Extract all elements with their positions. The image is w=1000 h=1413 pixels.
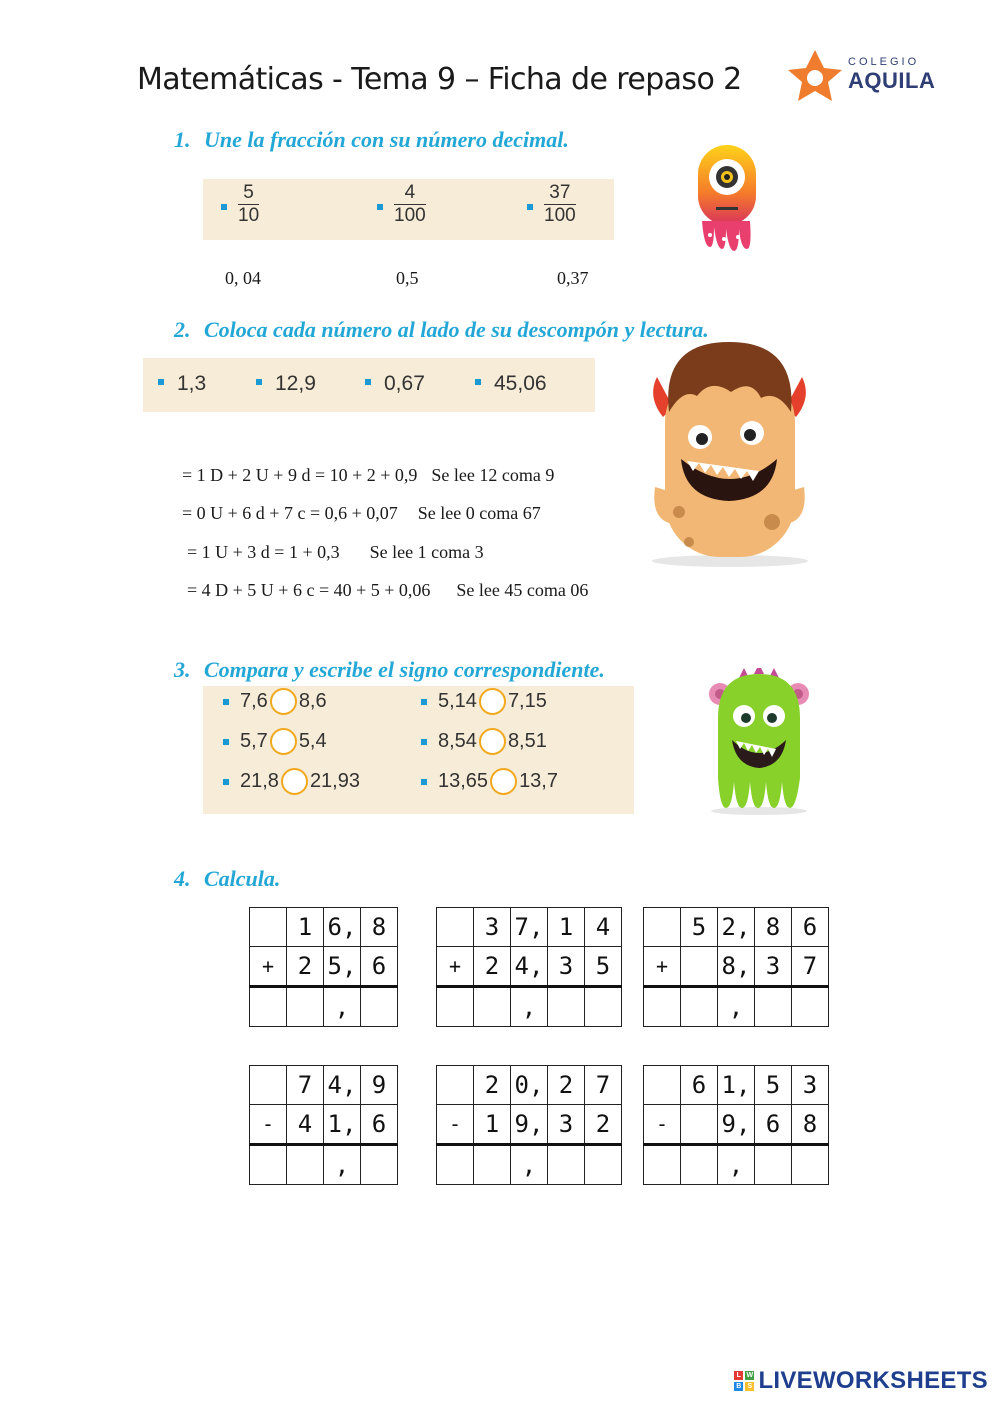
compare-panel	[203, 686, 634, 814]
bullet	[223, 699, 229, 705]
digit-cell: 2	[474, 1066, 511, 1105]
decomposition-expression: = 1 D + 2 U + 9 d = 10 + 2 + 0,9	[182, 465, 418, 485]
answer-cell[interactable]	[644, 1145, 681, 1185]
green-monster-illustration	[704, 668, 814, 816]
reading-text: Se lee 0 coma 67	[417, 503, 541, 523]
digit-cell: 3	[474, 908, 511, 947]
digit-cell: 6	[361, 947, 398, 987]
subtraction-grid	[643, 1065, 829, 1185]
number-chip[interactable]: 1,3	[177, 372, 207, 395]
answer-cell[interactable]	[644, 987, 681, 1027]
bullet	[223, 779, 229, 785]
answer-cell[interactable]	[250, 1145, 287, 1185]
digit-cell: 7	[287, 1066, 324, 1105]
operand-row	[644, 908, 829, 947]
page-title: Matemáticas - Tema 9 – Ficha de repaso 2	[137, 62, 742, 97]
compare-item	[223, 688, 327, 715]
answer-cell[interactable]: ,	[718, 987, 755, 1027]
digit-cell: 2	[548, 1066, 585, 1105]
digit-cell: 6	[792, 908, 829, 947]
compare-left: 8,54	[438, 730, 477, 752]
digit-cell	[681, 1105, 718, 1145]
operand-row	[644, 947, 829, 987]
fraction[interactable]: $\frac{37}{100}$	[544, 182, 576, 226]
digit-cell: 9,	[718, 1105, 755, 1145]
digit-cell: 6	[361, 1105, 398, 1145]
answer-cell[interactable]	[287, 1145, 324, 1185]
answer-cell[interactable]	[681, 1145, 718, 1185]
compare-right: 8,6	[298, 690, 327, 712]
operand-row	[437, 947, 622, 987]
bullet	[365, 379, 371, 385]
digit-cell	[681, 947, 718, 987]
answer-cell[interactable]	[361, 987, 398, 1027]
operand-row	[250, 1066, 398, 1105]
operand-row	[250, 947, 398, 987]
answer-cell[interactable]: ,	[324, 1145, 361, 1185]
digit-cell: 8	[755, 908, 792, 947]
digit-cell: 1	[548, 908, 585, 947]
digit-cell: 2	[585, 1105, 622, 1145]
digit-cell: 4,	[324, 1066, 361, 1105]
bullet	[475, 379, 481, 385]
answer-cell[interactable]	[437, 1145, 474, 1185]
answer-cell[interactable]	[585, 987, 622, 1027]
compare-right: 7,15	[507, 690, 547, 712]
compare-item	[421, 728, 547, 755]
answer-cell[interactable]	[474, 987, 511, 1027]
bullet	[421, 779, 427, 785]
number-chip[interactable]: 45,06	[494, 372, 547, 395]
sign-circle-input[interactable]	[270, 688, 297, 715]
orange-monster-illustration	[637, 337, 822, 569]
digit-cell: 4	[585, 908, 622, 947]
digit-cell: 2,	[718, 908, 755, 947]
fraction[interactable]: $\frac{4}{100}$	[394, 182, 426, 226]
digit-cell: 9,	[511, 1105, 548, 1145]
sign-circle-input[interactable]	[479, 728, 506, 755]
decomposition-expression: = 4 D + 5 U + 6 c = 40 + 5 + 0,06	[187, 580, 431, 600]
operator-cell	[437, 908, 474, 947]
operator-cell	[644, 908, 681, 947]
compare-left: 13,65	[438, 770, 489, 792]
operand-row	[250, 1105, 398, 1145]
compare-left: 21,8	[240, 770, 279, 792]
operator-cell	[250, 908, 287, 947]
bullet	[527, 204, 533, 210]
reading-text: Se lee 12 coma 9	[431, 465, 555, 485]
digit-cell: 1,	[324, 1105, 361, 1145]
operand-row	[644, 1066, 829, 1105]
answer-row	[437, 987, 622, 1027]
section-number: 3.	[174, 657, 191, 682]
liveworksheets-watermark	[734, 1367, 988, 1395]
digit-cell: 4	[287, 1105, 324, 1145]
decomposition-line	[182, 503, 541, 524]
operator-cell: +	[644, 947, 681, 987]
operator-cell: +	[250, 947, 287, 987]
digit-cell: 4,	[511, 947, 548, 987]
operand-row	[437, 1066, 622, 1105]
digit-cell: 7	[792, 947, 829, 987]
answer-cell[interactable]	[250, 987, 287, 1027]
school-logo	[786, 48, 936, 104]
fraction[interactable]: $\frac{5}{10}$	[238, 182, 260, 226]
compare-right: 21,93	[309, 770, 360, 792]
yellow-monster-illustration	[694, 143, 760, 251]
digit-cell: 5	[755, 1066, 792, 1105]
answer-cell[interactable]	[792, 987, 829, 1027]
addition-grid	[249, 907, 398, 1027]
operator-cell	[644, 1066, 681, 1105]
sign-circle-input[interactable]	[490, 768, 517, 795]
operator-cell: -	[250, 1105, 287, 1145]
number-chip[interactable]: 12,9	[275, 372, 316, 395]
logo-small-text: COLEGIO	[848, 56, 920, 68]
bullet	[421, 699, 427, 705]
digit-cell: 2	[474, 947, 511, 987]
answer-cell[interactable]: ,	[324, 987, 361, 1027]
answer-cell[interactable]: ,	[511, 987, 548, 1027]
digit-cell: 7,	[511, 908, 548, 947]
digit-cell: 8	[361, 908, 398, 947]
decomposition-expression: = 1 U + 3 d = 1 + 0,3	[187, 542, 340, 562]
answer-row	[644, 1145, 829, 1185]
addition-grid	[643, 907, 829, 1027]
digit-cell: 7	[585, 1066, 622, 1105]
bullet	[421, 739, 427, 745]
subtraction-grid	[249, 1065, 398, 1185]
digit-cell: 2	[287, 947, 324, 987]
decomposition-line	[187, 580, 588, 601]
section-heading-text: Une la fracción con su número decimal.	[204, 127, 569, 152]
answer-row	[250, 987, 398, 1027]
bullet	[158, 379, 164, 385]
section-heading-text: Compara y escribe el signo correspondiente.	[204, 657, 605, 682]
reading-text: Se lee 1 coma 3	[369, 542, 484, 562]
answer-cell[interactable]	[681, 987, 718, 1027]
section-heading-text: Calcula.	[204, 866, 281, 891]
compare-item	[421, 688, 547, 715]
numbers-panel	[143, 358, 595, 412]
liveworksheets-logo-icon: L W B S	[736, 1372, 754, 1390]
answer-cell[interactable]	[361, 1145, 398, 1185]
number-chip[interactable]: 0,67	[384, 372, 425, 395]
section-number: 4.	[174, 866, 191, 891]
operand-row	[644, 1105, 829, 1145]
section-2-heading	[174, 317, 709, 343]
answer-cell[interactable]	[287, 987, 324, 1027]
digit-cell: 5	[585, 947, 622, 987]
decomposition-line	[187, 542, 484, 563]
compare-left: 5,14	[438, 690, 477, 712]
operand-row	[437, 1105, 622, 1145]
answer-cell[interactable]	[585, 1145, 622, 1185]
digit-cell: 1	[474, 1105, 511, 1145]
digit-cell: 8	[792, 1105, 829, 1145]
digit-cell: 3	[548, 947, 585, 987]
digit-cell: 3	[755, 947, 792, 987]
answer-row	[250, 1145, 398, 1185]
answer-row	[644, 987, 829, 1027]
operator-cell	[250, 1066, 287, 1105]
answer-cell[interactable]	[792, 1145, 829, 1185]
decimal-option[interactable]: 0, 04	[225, 268, 261, 288]
answer-cell[interactable]: ,	[511, 1145, 548, 1185]
digit-cell: 9	[361, 1066, 398, 1105]
subtraction-grid	[436, 1065, 622, 1185]
decomposition-expression: = 0 U + 6 d + 7 c = 0,6 + 0,07	[182, 503, 398, 523]
digit-cell: 6,	[324, 908, 361, 947]
bullet	[256, 379, 262, 385]
operator-cell	[437, 1066, 474, 1105]
operand-row	[437, 908, 622, 947]
digit-cell: 3	[548, 1105, 585, 1145]
compare-left: 7,6	[240, 690, 268, 712]
digit-cell: 5	[681, 908, 718, 947]
answer-row	[437, 1145, 622, 1185]
reading-text: Se lee 45 coma 06	[456, 580, 589, 600]
sign-circle-input[interactable]	[270, 728, 297, 755]
operator-cell: -	[437, 1105, 474, 1145]
compare-item	[223, 768, 360, 795]
digit-cell: 0,	[511, 1066, 548, 1105]
sign-circle-input[interactable]	[479, 688, 506, 715]
compare-item	[223, 728, 327, 755]
decimal-option[interactable]: 0,37	[557, 268, 589, 288]
section-heading-text: Coloca cada número al lado de su descompón y lectura.	[204, 317, 709, 342]
answer-cell[interactable]	[437, 987, 474, 1027]
operator-cell: +	[437, 947, 474, 987]
answer-cell[interactable]	[548, 1145, 585, 1185]
compare-left: 5,7	[240, 730, 268, 752]
section-4-heading	[174, 866, 280, 892]
digit-cell: 3	[792, 1066, 829, 1105]
compare-right: 8,51	[507, 730, 547, 752]
operator-cell: -	[644, 1105, 681, 1145]
compare-right: 5,4	[298, 730, 327, 752]
sign-circle-input[interactable]	[281, 768, 308, 795]
decomposition-line	[182, 465, 554, 486]
digit-cell: 5,	[324, 947, 361, 987]
compare-right: 13,7	[519, 770, 558, 792]
answer-cell[interactable]	[474, 1145, 511, 1185]
digit-cell: 1,	[718, 1066, 755, 1105]
bullet	[377, 204, 383, 210]
logo-big-text: AQUILA	[848, 68, 936, 93]
brand-text: LIVEWORKSHEETS	[758, 1367, 988, 1394]
operand-row	[250, 908, 398, 947]
answer-cell[interactable]	[755, 987, 792, 1027]
addition-grid	[436, 907, 622, 1027]
digit-cell: 6	[681, 1066, 718, 1105]
section-3-heading	[174, 657, 605, 683]
digit-cell: 8,	[718, 947, 755, 987]
bullet	[223, 739, 229, 745]
bullet	[221, 204, 227, 210]
section-number: 2.	[174, 317, 191, 342]
fraction-panel	[203, 179, 614, 240]
section-1-heading	[174, 127, 569, 153]
digit-cell: 1	[287, 908, 324, 947]
answer-cell[interactable]	[548, 987, 585, 1027]
digit-cell: 6	[755, 1105, 792, 1145]
compare-item	[421, 768, 558, 795]
section-number: 1.	[174, 127, 191, 152]
answer-cell[interactable]: ,	[718, 1145, 755, 1185]
decimal-option[interactable]: 0,5	[396, 268, 419, 288]
answer-cell[interactable]	[755, 1145, 792, 1185]
star-icon	[786, 48, 844, 104]
